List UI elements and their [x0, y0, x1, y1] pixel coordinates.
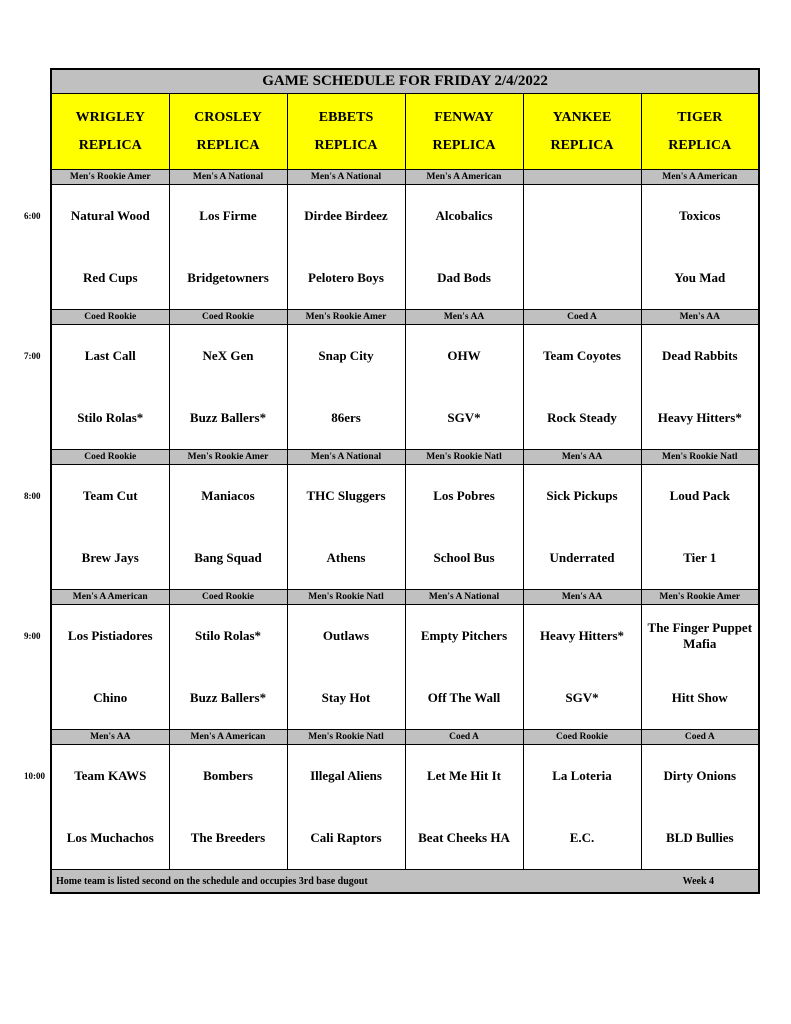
game-cell [169, 185, 287, 310]
field-subtitle: REPLICA [550, 137, 614, 153]
division-label: Men's Rookie Amer [641, 590, 759, 605]
game-cell [287, 605, 405, 730]
game-cell [51, 185, 169, 310]
home-team: Hitt Show [671, 690, 728, 705]
field-name: TIGER [677, 109, 723, 125]
away-team: Dead Rabbits [662, 348, 738, 363]
away-team: OHW [447, 348, 481, 363]
game-cell [51, 605, 169, 730]
home-team: Dad Bods [437, 270, 491, 285]
game-row [51, 745, 759, 870]
division-label: Coed Rookie [169, 590, 287, 605]
game-cell [169, 465, 287, 590]
game-cell [641, 325, 759, 450]
home-team: Beat Cheeks HA [418, 830, 510, 845]
division-label: Coed Rookie [523, 730, 641, 745]
game-cell [287, 465, 405, 590]
away-team: Alcobalics [435, 208, 493, 223]
away-team: Maniacos [201, 488, 255, 503]
schedule-table [50, 68, 760, 894]
home-team: Buzz Ballers* [189, 410, 267, 425]
game-cell [405, 185, 523, 310]
game-cell [51, 745, 169, 870]
away-team: Let Me Hit It [426, 768, 501, 783]
away-team [526, 199, 639, 233]
division-row [51, 450, 759, 465]
time-slot-label: 10:00 [24, 770, 45, 781]
game-row [51, 605, 759, 730]
field-subtitle: REPLICA [78, 137, 142, 153]
away-team: Los Pistiadores [67, 628, 153, 643]
game-cell [169, 325, 287, 450]
division-label: Men's Rookie Amer [287, 310, 405, 325]
home-team: Brew Jays [81, 550, 139, 565]
home-team: Bridgetowners [187, 270, 269, 285]
field-subtitle: REPLICA [196, 137, 260, 153]
home-team: School Bus [433, 550, 495, 565]
away-team: Los Firme [199, 208, 257, 223]
division-label: Men's A National [287, 450, 405, 465]
game-cell [641, 605, 759, 730]
away-team: Bombers [203, 768, 253, 783]
away-team: Dirdee Birdeez [304, 208, 388, 223]
footer-note: Home team is listed second on the schedule and occupies 3rd base dugout [56, 875, 368, 887]
away-team: Team Coyotes [543, 348, 621, 363]
field-header-ebbets [287, 94, 405, 170]
game-cell [405, 605, 523, 730]
division-label: Coed A [405, 730, 523, 745]
away-team: Dirty Onions [663, 768, 737, 783]
week-label: Week 4 [682, 875, 715, 887]
game-cell [287, 745, 405, 870]
division-label: Men's A National [287, 170, 405, 185]
division-row [51, 590, 759, 605]
home-team: Buzz Ballers* [189, 690, 267, 705]
time-slot-label: 7:00 [24, 350, 41, 361]
home-team: SGV* [447, 410, 481, 425]
game-row [51, 325, 759, 450]
home-team: Los Muchachos [66, 830, 154, 845]
home-team: Stilo Rolas* [77, 410, 144, 425]
division-label: Men's Rookie Natl [641, 450, 759, 465]
division-label: Men's A American [641, 170, 759, 185]
division-label: Men's Rookie Amer [51, 170, 169, 185]
home-team: You Mad [674, 270, 726, 285]
division-label [523, 170, 641, 185]
home-team: 86ers [331, 410, 361, 425]
field-header-crosley [169, 94, 287, 170]
game-cell [51, 465, 169, 590]
game-row [51, 185, 759, 310]
home-team: Bang Squad [194, 550, 262, 565]
division-label: Coed Rookie [51, 310, 169, 325]
game-cell [523, 745, 641, 870]
away-team: Toxicos [679, 208, 721, 223]
division-label: Men's Rookie Amer [169, 450, 287, 465]
home-team: Off The Wall [427, 690, 501, 705]
home-team: The Breeders [190, 830, 266, 845]
field-name: CROSLEY [194, 109, 262, 125]
away-team: Outlaws [322, 628, 370, 643]
division-label: Men's AA [523, 590, 641, 605]
division-label: Men's AA [405, 310, 523, 325]
field-subtitle: REPLICA [314, 137, 378, 153]
division-label: Coed Rookie [51, 450, 169, 465]
away-team: Los Pobres [433, 488, 495, 503]
game-row [51, 465, 759, 590]
field-name: FENWAY [434, 109, 494, 125]
division-label: Men's AA [641, 310, 759, 325]
schedule-title: GAME SCHEDULE FOR FRIDAY 2/4/2022 [51, 69, 759, 94]
game-cell [51, 325, 169, 450]
away-team: Team Cut [82, 488, 138, 503]
home-team: Tier 1 [683, 550, 717, 565]
home-team [526, 261, 639, 295]
home-team: Heavy Hitters* [657, 410, 742, 425]
division-label: Coed Rookie [169, 310, 287, 325]
division-row [51, 310, 759, 325]
division-label: Men's Rookie Natl [405, 450, 523, 465]
field-subtitle: REPLICA [432, 137, 496, 153]
division-row [51, 170, 759, 185]
division-label: Men's AA [523, 450, 641, 465]
game-cell [405, 325, 523, 450]
away-team: La Loteria [552, 768, 612, 783]
game-cell [523, 465, 641, 590]
home-team: Underrated [549, 550, 615, 565]
home-team: E.C. [569, 830, 595, 845]
division-label: Men's A American [405, 170, 523, 185]
away-team: Snap City [318, 348, 374, 363]
division-label: Men's A American [51, 590, 169, 605]
away-team: Heavy Hitters* [539, 628, 625, 643]
away-team: NeX Gen [202, 348, 254, 363]
game-cell [523, 185, 641, 310]
away-team: Natural Wood [70, 208, 150, 223]
away-team: Stilo Rolas* [194, 628, 262, 643]
field-name: YANKEE [552, 109, 612, 125]
home-team: BLD Bullies [666, 830, 734, 845]
time-slot-label: 9:00 [24, 630, 41, 641]
division-label: Men's A National [405, 590, 523, 605]
game-cell [523, 605, 641, 730]
game-cell [641, 185, 759, 310]
away-team: Loud Pack [669, 488, 730, 503]
away-team: Empty Pitchers [420, 628, 508, 643]
field-header-yankee [523, 94, 641, 170]
home-team: Cali Raptors [310, 830, 382, 845]
game-cell [169, 745, 287, 870]
game-cell [169, 605, 287, 730]
field-header-tiger [641, 94, 759, 170]
field-header-wrigley [51, 94, 169, 170]
time-slot-label: 8:00 [24, 490, 41, 501]
schedule-footer [51, 870, 759, 894]
home-team: Pelotero Boys [308, 270, 384, 285]
home-team: Athens [326, 550, 366, 565]
division-label: Coed A [641, 730, 759, 745]
game-cell [287, 185, 405, 310]
division-row [51, 730, 759, 745]
away-team: Last Call [84, 348, 136, 363]
field-name: WRIGLEY [75, 109, 145, 125]
game-cell [405, 465, 523, 590]
game-cell [523, 325, 641, 450]
field-header-fenway [405, 94, 523, 170]
away-team: Sick Pickups [546, 488, 618, 503]
division-label: Men's AA [51, 730, 169, 745]
field-name: EBBETS [318, 109, 374, 125]
away-team: Illegal Aliens [310, 768, 382, 783]
game-cell [405, 745, 523, 870]
away-team: THC Sluggers [306, 488, 386, 503]
game-cell [641, 745, 759, 870]
field-subtitle: REPLICA [668, 137, 732, 153]
game-cell [641, 465, 759, 590]
home-team: Stay Hot [321, 690, 371, 705]
division-label: Men's Rookie Natl [287, 730, 405, 745]
division-label: Men's A American [169, 730, 287, 745]
home-team: Red Cups [82, 270, 138, 285]
time-slot-label: 6:00 [24, 210, 41, 221]
division-label: Coed A [523, 310, 641, 325]
division-label: Men's A National [169, 170, 287, 185]
home-team: Chino [93, 690, 128, 705]
game-cell [287, 325, 405, 450]
away-team: The Finger Puppet Mafia [647, 620, 753, 651]
home-team: SGV* [565, 690, 599, 705]
home-team: Rock Steady [547, 410, 617, 425]
division-label: Men's Rookie Natl [287, 590, 405, 605]
away-team: Team KAWS [74, 768, 147, 783]
